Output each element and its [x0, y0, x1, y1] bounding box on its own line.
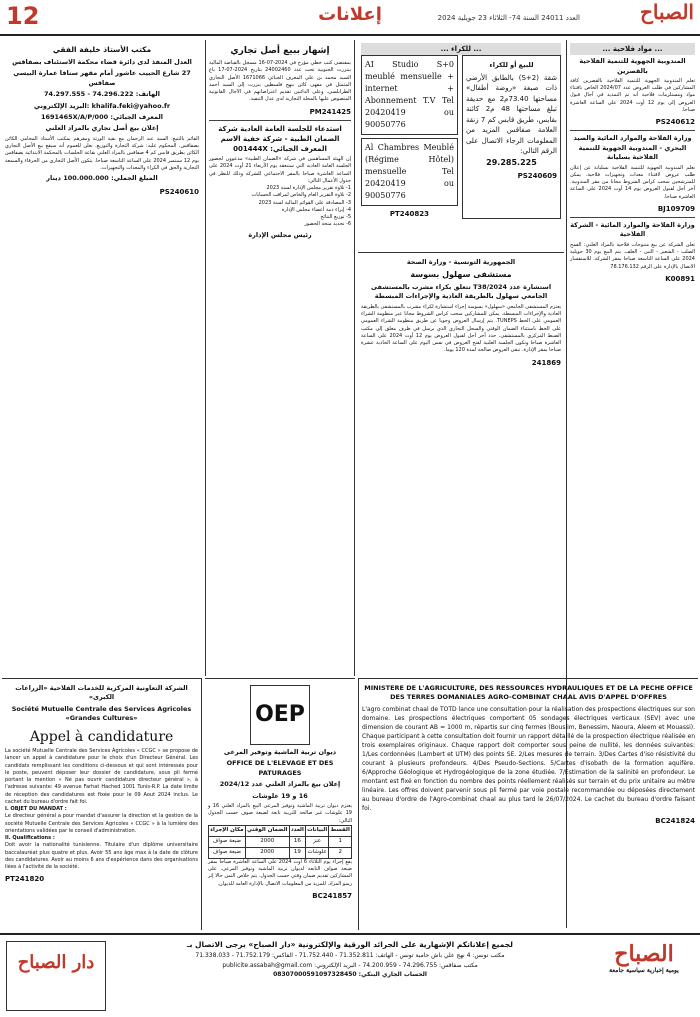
auction-table: القسط البيانات العدد الضمان الوقتي مكان الإجراء 1 عنز 16 2000 ضيعة صواف 2 علوشات 19 2000 ضيعة صواف: [208, 825, 352, 859]
org-name-ar: الشركة التعاونية المركزية للخدمات الفلاحية «الزراعات الكبرى»: [15, 684, 188, 702]
notice-ref: BC241857: [312, 891, 352, 900]
hospital-consultation: [358, 252, 564, 676]
office-title-fr: OFFICE DE L'ELEVAGE ET DES PATURAGES: [226, 759, 334, 777]
ad-ref: PS240609: [517, 172, 557, 181]
page-header: [0, 0, 700, 36]
auction-heading: إعلان بيع أصل تجاري بالمزاد العلني: [45, 124, 159, 133]
assembly-body: إن الهيئة المساهمين في شركة «الضمان الطبية» مدعوون لحضور الجلسة العامة العادية التي ستنعقد يوم الأربعاء 21 أوت 2024 على الساعة العاشرة صباحا بالمقر الاجتماعي للشركة وذلك للنظر في جدول الأعمال التالي:: [209, 156, 351, 184]
column-rentals: [358, 40, 564, 250]
notice-title: المندوبية الجهوية للتنمية الفلاحية بالقصرين: [579, 57, 686, 75]
footer-right-logo: [594, 941, 694, 1011]
section-title: إعلانات: [318, 4, 382, 25]
column-heading: ... مواد فلاحية ...: [570, 43, 695, 55]
notice-ref: 241869: [531, 358, 561, 367]
footer-tunis-office: مكتب تونس: 4 نهج علي باش حامبة تونس - الهاتف: 71.352.811 - 71.752.440 - الفاكس: 71.752.179 - 71.338.033: [195, 952, 505, 959]
rental-ad-studio: AI Studio S+0 meublé mensuelle + internet + Abonnement T.V Tel 20420419 ou 90050776: [361, 55, 458, 135]
notice-title: إشهار ببيع أصل تجاري: [230, 46, 330, 56]
agenda-item: 4- إبراء ذمة أعضاء مجلس الإدارة: [281, 206, 351, 213]
footer-contact: [112, 939, 588, 980]
issue-dateline: العدد 24011 السنة 74- الثلاثاء 23 جويلية 2024: [437, 14, 580, 22]
oep-logo: OEP: [250, 685, 310, 745]
column-heading: ... للكراء ...: [361, 43, 561, 55]
ad-body: شقة (S+2) بالطابق الأرضي ذات صبغة «روضة أطفال» مساحتها 73.40م2 مع حديقة تبلغ مساحتها 48 م2 كائنة بقابس، طريق قابس كم 7 زنقة العلامة صفاقس المزيد من المعلومات الرجاء الاتصال على الرقم التالي:: [465, 73, 558, 156]
auction-body: القائم بالتتبع: السيد عبد الرحمان مع بقية الورثة ومقرهم بمكتب الأستاذ المحامي الكائن بصفاقس. المحكوم عليه: شركة التجارة والتوزيع. نعلن للعموم أنه سيقع بيع الأصل التجاري الكائن بطريق قابس كم 4 صفاقس بالمزاد العلني بقاعة الجلسات بالمحكمة الابتدائية بصفاقس يوم 12 سبتمبر 2024 على الساعة التاسعة صباحا. يتكون الأصل التجاري من الحرفاء والسمعة التجارية والحق في الكراء والمعدات والتجهيزات.: [5, 135, 200, 171]
notice-ref: PS240610: [159, 187, 199, 196]
notice-heading: استشارة عدد 2024/T38 تتعلق بكراء مشرب بالمستشفى الجامعي سهلول بالطريقة العادية والإجراءات المبسطة: [370, 283, 552, 301]
section-body: Le directeur général a pour mandat d'assurer la direction et la gestion de la société Mutuelle Centrale des Services Agricoles « CCGC » à la lumière des orientations validées par le conseil d'administration.: [5, 813, 198, 834]
notice-suborg: مستشفى سهلول بسوسة: [410, 270, 512, 280]
ministry-tender: [358, 678, 698, 930]
notice-ref: PS240612: [655, 118, 695, 127]
agenda-item: 2- تلاوة التقرير العام والخاص لمراقب الحسابات: [251, 192, 351, 199]
masthead-logo: الصباح: [639, 0, 694, 24]
footer-logo-text: الصباح: [614, 941, 674, 967]
auction-body: يقع إجراء يوم الثلاثاء 6 أوت 2024 على الساعة العاشرة صباحا بمقر ضيعة صواف التابعة لديوان تربية الماشية وتوفير المرعى. على المشاركين تقديم ضمان وقتي حسب الجدول. يتم خلاص الثمن حالا إثر رسو المزاد. للمزيد من المعلومات الاتصال بالإدارة العامة للديوان.: [208, 858, 352, 887]
rental-ad-apartment: [462, 55, 561, 219]
footer-bank-account: الحساب الجاري البنكي: 08307000591097328450: [273, 971, 427, 979]
footer-tagline: يومية إخبارية سياسية جامعة: [609, 967, 679, 974]
appel-title: Appel à candidature: [29, 728, 174, 745]
notice-body: بمقتضى كتب خطي مؤرخ في 2024-07-16 مسجل بالقباضة المالية ببنزرت الجنوبية تحت عدد 24002460 بتاريخ 2024-07-17 باع السيد محمد بن علي المعرف الجبائي 1671066 الأصل التجاري المتمثل في مقهى كائن بنهج فلسطين بنزرت إلى السيد أحمد الطرابلسي. وعلى الدائنين تقديم اعتراضاتهم في الآجال القانونية المنصوص عليها بالمجلة التجارية لدى عدل التنفيذ.: [209, 60, 352, 103]
notice-body: تعلم المندوبية الجهوية للتنمية الفلاحية بسليانة عن إعلان طلب عروض لاقتناء معدات وتجهيزات فلاحية. يمكن للمترشحين سحب كراس الشروط مجانا من مقر المندوبية. آخر أجل لقبول العروض يوم 14 أوت 2024 على الساعة العاشرة صباحا.: [570, 164, 696, 200]
section-body: Doit avoir la nationalité tunisienne. Titulaire d'un diplôme universitaire baccalauréat plus quatre et plus. Avoir 55 ans âge max à la date de clôture des candidatures. Avoir au moins 6 ans d'expérience dans des organisations liées à l'activité de la société.: [5, 842, 198, 871]
notice-title: وزارة الفلاحة والموارد المائية والصيد البحري - المندوبية الجهوية للتنمية الفلاحية بسليانة: [573, 134, 692, 162]
auction-intro: يعتزم ديوان تربية الماشية وتوفير المرعى البيع بالمزاد العلني 16 و 19 علوشات غير صالحة للتربية تابعة لضيعة صوف حسب الجدول التالي:: [208, 803, 352, 824]
auction-subject: 16 و 19 علوشات: [252, 791, 308, 800]
bailiff-fiscal-id: المعرف الجبائي: 1691465X/A/P/000: [40, 112, 164, 121]
ad-phone: 29.285.225: [486, 157, 537, 167]
section-heading: II. Qualifications :: [5, 835, 55, 842]
agenda-item: 6- تحديد منحة الحضور: [304, 221, 351, 228]
notice-org: الجمهورية التونسية - وزارة الصحة: [406, 258, 516, 266]
rental-ad-rooms: Al Chambres Meublé (Régime Hôtel) mensuelle Tel 20420419 ou 90050776: [361, 138, 458, 206]
notice-ref: K00891: [665, 274, 695, 283]
assembly-title: استدعاء للجلسة العامة العادية شركة الضمان الطبية - شركة خفية الاسم المعرف الجبائي: 001444X: [218, 124, 342, 153]
column-bailiff: [2, 40, 202, 676]
bailiff-email: khalifa.feki@yahoo.fr :البريد الإلكتروني: [33, 101, 171, 110]
bailiff-name: مكتب الأستاذ خليفة الفقي: [52, 45, 152, 54]
notice-body: يعتزم المستشفى الجامعي «سهلول» بسوسة إجراء استشارة لكراء مشرب بالمستشفى بالطريقة العادية والإجراءات المبسطة. يمكن للمشاركين سحب كراس الشروط مجانا عبر منظومة الشراء العمومي على الخط TUNEPS. يتم إرسال العروض وجوبا عن طريق منظومة الشراء العمومي على الخط باستثناء الضمان الوقتي والسجل التجاري الذي يرسل في ظرف مغلق إلى مكتب الضبط المركزي بالمستشفى. حدد آخر أجل لقبول العروض يوم 12 أوت 2024 على الساعة العاشرة صباحا وتكون الجلسة العلنية لفتح العروض في نفس اليوم على الساعة الحادية عشرة صباحا بمقر الإدارة. تبقى العروض صالحة لمدة 120 يوما.: [361, 303, 562, 354]
ad-ref: PT240823: [389, 210, 430, 219]
page-footer: [0, 933, 700, 1017]
footer-sfax-office: مكتب صفاقس: 74.296.755 - 74.200.959 - البريد الإلكتروني: publicite.assabah@gmail.com: [222, 961, 478, 969]
appel-candidature: [2, 678, 202, 930]
notice-ref: PT241820: [5, 875, 45, 884]
auction-number: إعلان بيع بالمزاد العلني عدد 2024/12: [219, 780, 341, 789]
footer-title: لجميع إعلاناتكم الإشهارية على الجرائد الورقية والإلكترونية «دار الصباح» يرجى الاتصال بـ: [187, 940, 513, 949]
bailiff-title: العدل المنفذ لدى دائرة قضاء محكمة الاستئناف بصفاقس: [12, 57, 192, 66]
agenda-item: 3- المصادقة على القوائم المالية لسنة 2023: [258, 199, 351, 206]
table-row: 2 علوشات 19 2000 ضيعة صواف: [209, 847, 352, 858]
org-name-fr: Société Mutuelle Centrale des Services Agricoles «Grandes Cultures»: [11, 704, 192, 723]
assembly-signature: رئيس مجلس الإدارة: [248, 230, 312, 239]
livestock-auction: [205, 678, 355, 930]
column-commercial: [205, 40, 355, 676]
agenda-item: 5- توزيع النتائج: [320, 214, 351, 221]
notice-ref: BC241824: [655, 816, 695, 825]
appel-body: La société Mutuelle Centrale des Services Agricoles « CCGC » se propose de lancer un appel à candidature pour le choix d'un Directeur Général. Les candidats remplissant les conditions ci-dessous et qui sont intéressés pour le poste, peuvent déposer leur dossier de candidature, sous pli fermé portant la mention « Ne pas ouvrir candidature directeur général », à l'adresse suivante: 49 avenue Farhat Hached 1001 Tunis-R.P. La date limite de réception des candidatures est fixée pour le 09 Aout 2024 inclus. Le cachet du bureau d'ordre fait foi.: [5, 748, 198, 805]
table-row: 1 عنز 16 2000 ضيعة صواف: [209, 836, 352, 847]
notice-ref: BJ109709: [657, 204, 695, 213]
page-number: 12: [6, 2, 40, 30]
section-heading: I. OBJET DU MANDAT :: [5, 806, 67, 813]
auction-sum: المبلغ الجملي: 100.000.000 دينار: [46, 174, 158, 183]
notice-body: تعلم المندوبية الجهوية للتنمية الفلاحية بالقصرين كافة المشاركين في طلب العروض عدد 2024/07 الخاص باقتناء مواد ومستلزمات فلاحية أنه تم التمديد في آجال قبول العروض إلى يوم 12 أوت 2024 على الساعة العاشرة صباحا.: [570, 77, 695, 113]
tender-body: L'agro combinat chaal de TOTD lance une consultation pour la réalisation des prospections électriques sur son domaine. Les prospections électriques comportent 05 sondages électriques verticaux (SEV) avec une dimension de courant AB = 1000 m, répartis sur cinq fermes (Bouslim, Benessim, Naoura, Aleem et Mouassi). Chaque participant à cette consultation doit fournir un rapport détaillé de la prospection électrique réalisée en trois exemplaires originaux. Chaque rapport doit comporter sous peine de nullité, les données suivantes: 1/Les cordonnées (Lambert et UTM) des points SE. 2/Les mesures de terrain. 3/Des Cartes d'iso résistivité du courant à plusieurs profondeurs. 4/Des Pseudo-Sections. 5/Cartes d'isobath de la formation aquifère. 6/Approche Géologique et Hydrogéologique de la zone étudiée. 7/Estimation de la salinité en profondeur. Le montant est fixé en fonction du nombre des points réellement réalisés sur terrain et du prix unitaire au mètre linéaire. Les offres doivent parvenir sous pli fermé par voie postale recommandée ou déposées directement au bureau d'ordre de l'Agro-combinat chaal au plus tard le 26/07/2024. Le cachet du bureau d'ordre faisant foi.: [362, 705, 695, 812]
bailiff-address: 27 شارع الحبيب عاشور أمام مقهر سنافا عمارة البيسي صفاقس: [13, 69, 191, 87]
tender-title: MINISTERE DE L'AGRICULTURE, DES RESSOURCES HYDRAULIQUES ET DE LA PECHE OFFICE DES TERRES DOMANIALES AGRO-COMBINAT CHAAL AVIS D'APPEL D'OFFRES: [364, 684, 693, 702]
notice-title: وزارة الفلاحة والموارد المائية - الشركة الفلاحية: [570, 221, 695, 239]
agenda-item: 1- تلاوة تقرير مجلس الإدارة لسنة 2023: [266, 185, 351, 192]
footer-left-logo: دار الصباح: [6, 941, 106, 1011]
office-title-ar: ديوان تربية الماشية وتوفير المرعى: [223, 748, 337, 756]
ad-title: للبيع أو للكراء: [489, 61, 534, 70]
bailiff-phones: الهاتف: 74.296.222 - 74.297.555: [44, 90, 160, 99]
notice-ref: PM241425: [309, 107, 351, 116]
notice-body: تعلن الشركة عن بيع منتوجات فلاحية بالمزاد العلني: القمح الصلب - الشعير - التبن - العلف. يتم البيع يوم 30 جويلية 2024 على الساعة التاسعة صباحا بمقر الشركة. للاستفسار الاتصال بالإدارة على الرقم 78.176.132: [570, 241, 696, 270]
